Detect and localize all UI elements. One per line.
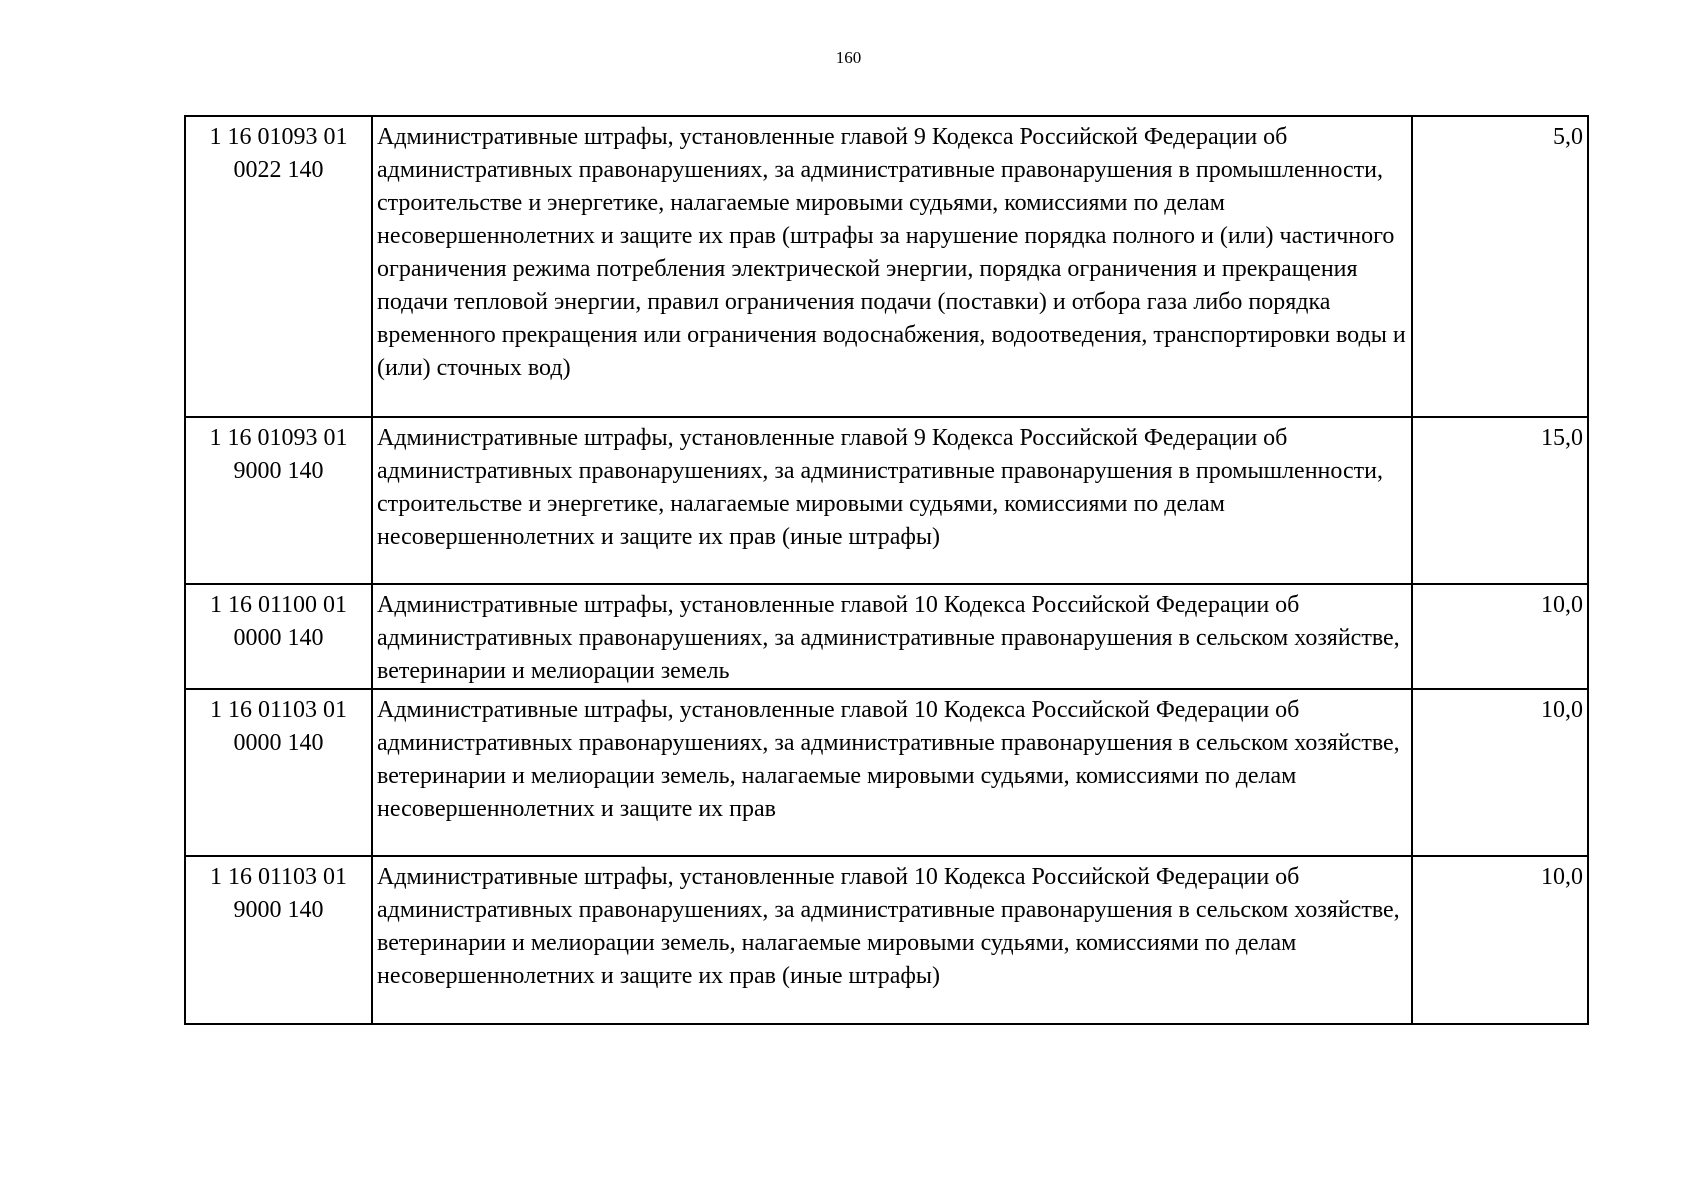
amount-cell: 10,0 (1412, 689, 1588, 856)
budget-code-cell (185, 584, 372, 689)
budget-code-part2: 0022 140 (233, 157, 324, 183)
amount-cell: 10,0 (1412, 856, 1588, 1024)
table-row (185, 689, 1588, 856)
budget-code-part1: 1 16 01103 01 (209, 697, 348, 723)
budget-code-cell (185, 689, 372, 856)
table-row (185, 584, 1588, 689)
table-row (185, 856, 1588, 1024)
amount-cell: 15,0 (1412, 417, 1588, 584)
budget-code-part1: 1 16 01093 01 (209, 124, 348, 150)
description-cell: Административные штрафы, установленные главой 9 Кодекса Российской Федерации об административных правонарушениях, за административные правонарушения в промышленности, строительстве и энергетике, налагаемые мировыми судьями, комиссиями по делам несовершеннолетних и защите их прав (иные штрафы) (372, 417, 1412, 584)
budget-code-part2: 0000 140 (233, 625, 324, 651)
amount-cell: 10,0 (1412, 584, 1588, 689)
budget-code-part1: 1 16 01100 01 (209, 592, 348, 618)
description-cell: Административные штрафы, установленные главой 10 Кодекса Российской Федерации об административных правонарушениях, за административные правонарушения в сельском хозяйстве, ветеринарии и мелиорации земель, налагаемые мировыми судьями, комиссиями по делам несовершеннолетних и защите их прав (372, 689, 1412, 856)
description-cell: Административные штрафы, установленные главой 10 Кодекса Российской Федерации об административных правонарушениях, за административные правонарушения в сельском хозяйстве, ветеринарии и мелиорации земель (372, 584, 1412, 689)
table-row (185, 417, 1588, 584)
description-cell: Административные штрафы, установленные главой 9 Кодекса Российской Федерации об административных правонарушениях, за административные правонарушения в промышленности, строительстве и энергетике, налагаемые мировыми судьями, комиссиями по делам несовершеннолетних и защите их прав (штрафы за нарушение порядка полного и (или) частичного ограничения режима потребления электрической энергии, порядка ограничения и прекращения подачи тепловой энергии, правил ограничения подачи (поставки) и отбора газа либо порядка временного прекращения или ограничения водоснабжения, водоотведения, транспортировки воды и (или) сточных вод) (372, 116, 1412, 417)
page-number: 160 (835, 48, 862, 67)
budget-code-part1: 1 16 01103 01 (209, 864, 348, 890)
budget-code-cell (185, 856, 372, 1024)
budget-code-cell (185, 417, 372, 584)
budget-code-cell (185, 116, 372, 417)
budget-code-part2: 9000 140 (233, 897, 324, 923)
budget-code-part2: 9000 140 (233, 458, 324, 484)
amount-cell: 5,0 (1412, 116, 1588, 417)
description-cell: Административные штрафы, установленные главой 10 Кодекса Российской Федерации об административных правонарушениях, за административные правонарушения в сельском хозяйстве, ветеринарии и мелиорации земель, налагаемые мировыми судьями, комиссиями по делам несовершеннолетних и защите их прав (иные штрафы) (372, 856, 1412, 1024)
budget-revenue-table (184, 115, 1589, 1025)
budget-code-part2: 0000 140 (233, 730, 324, 756)
table-row (185, 116, 1588, 417)
budget-code-part1: 1 16 01093 01 (209, 425, 348, 451)
